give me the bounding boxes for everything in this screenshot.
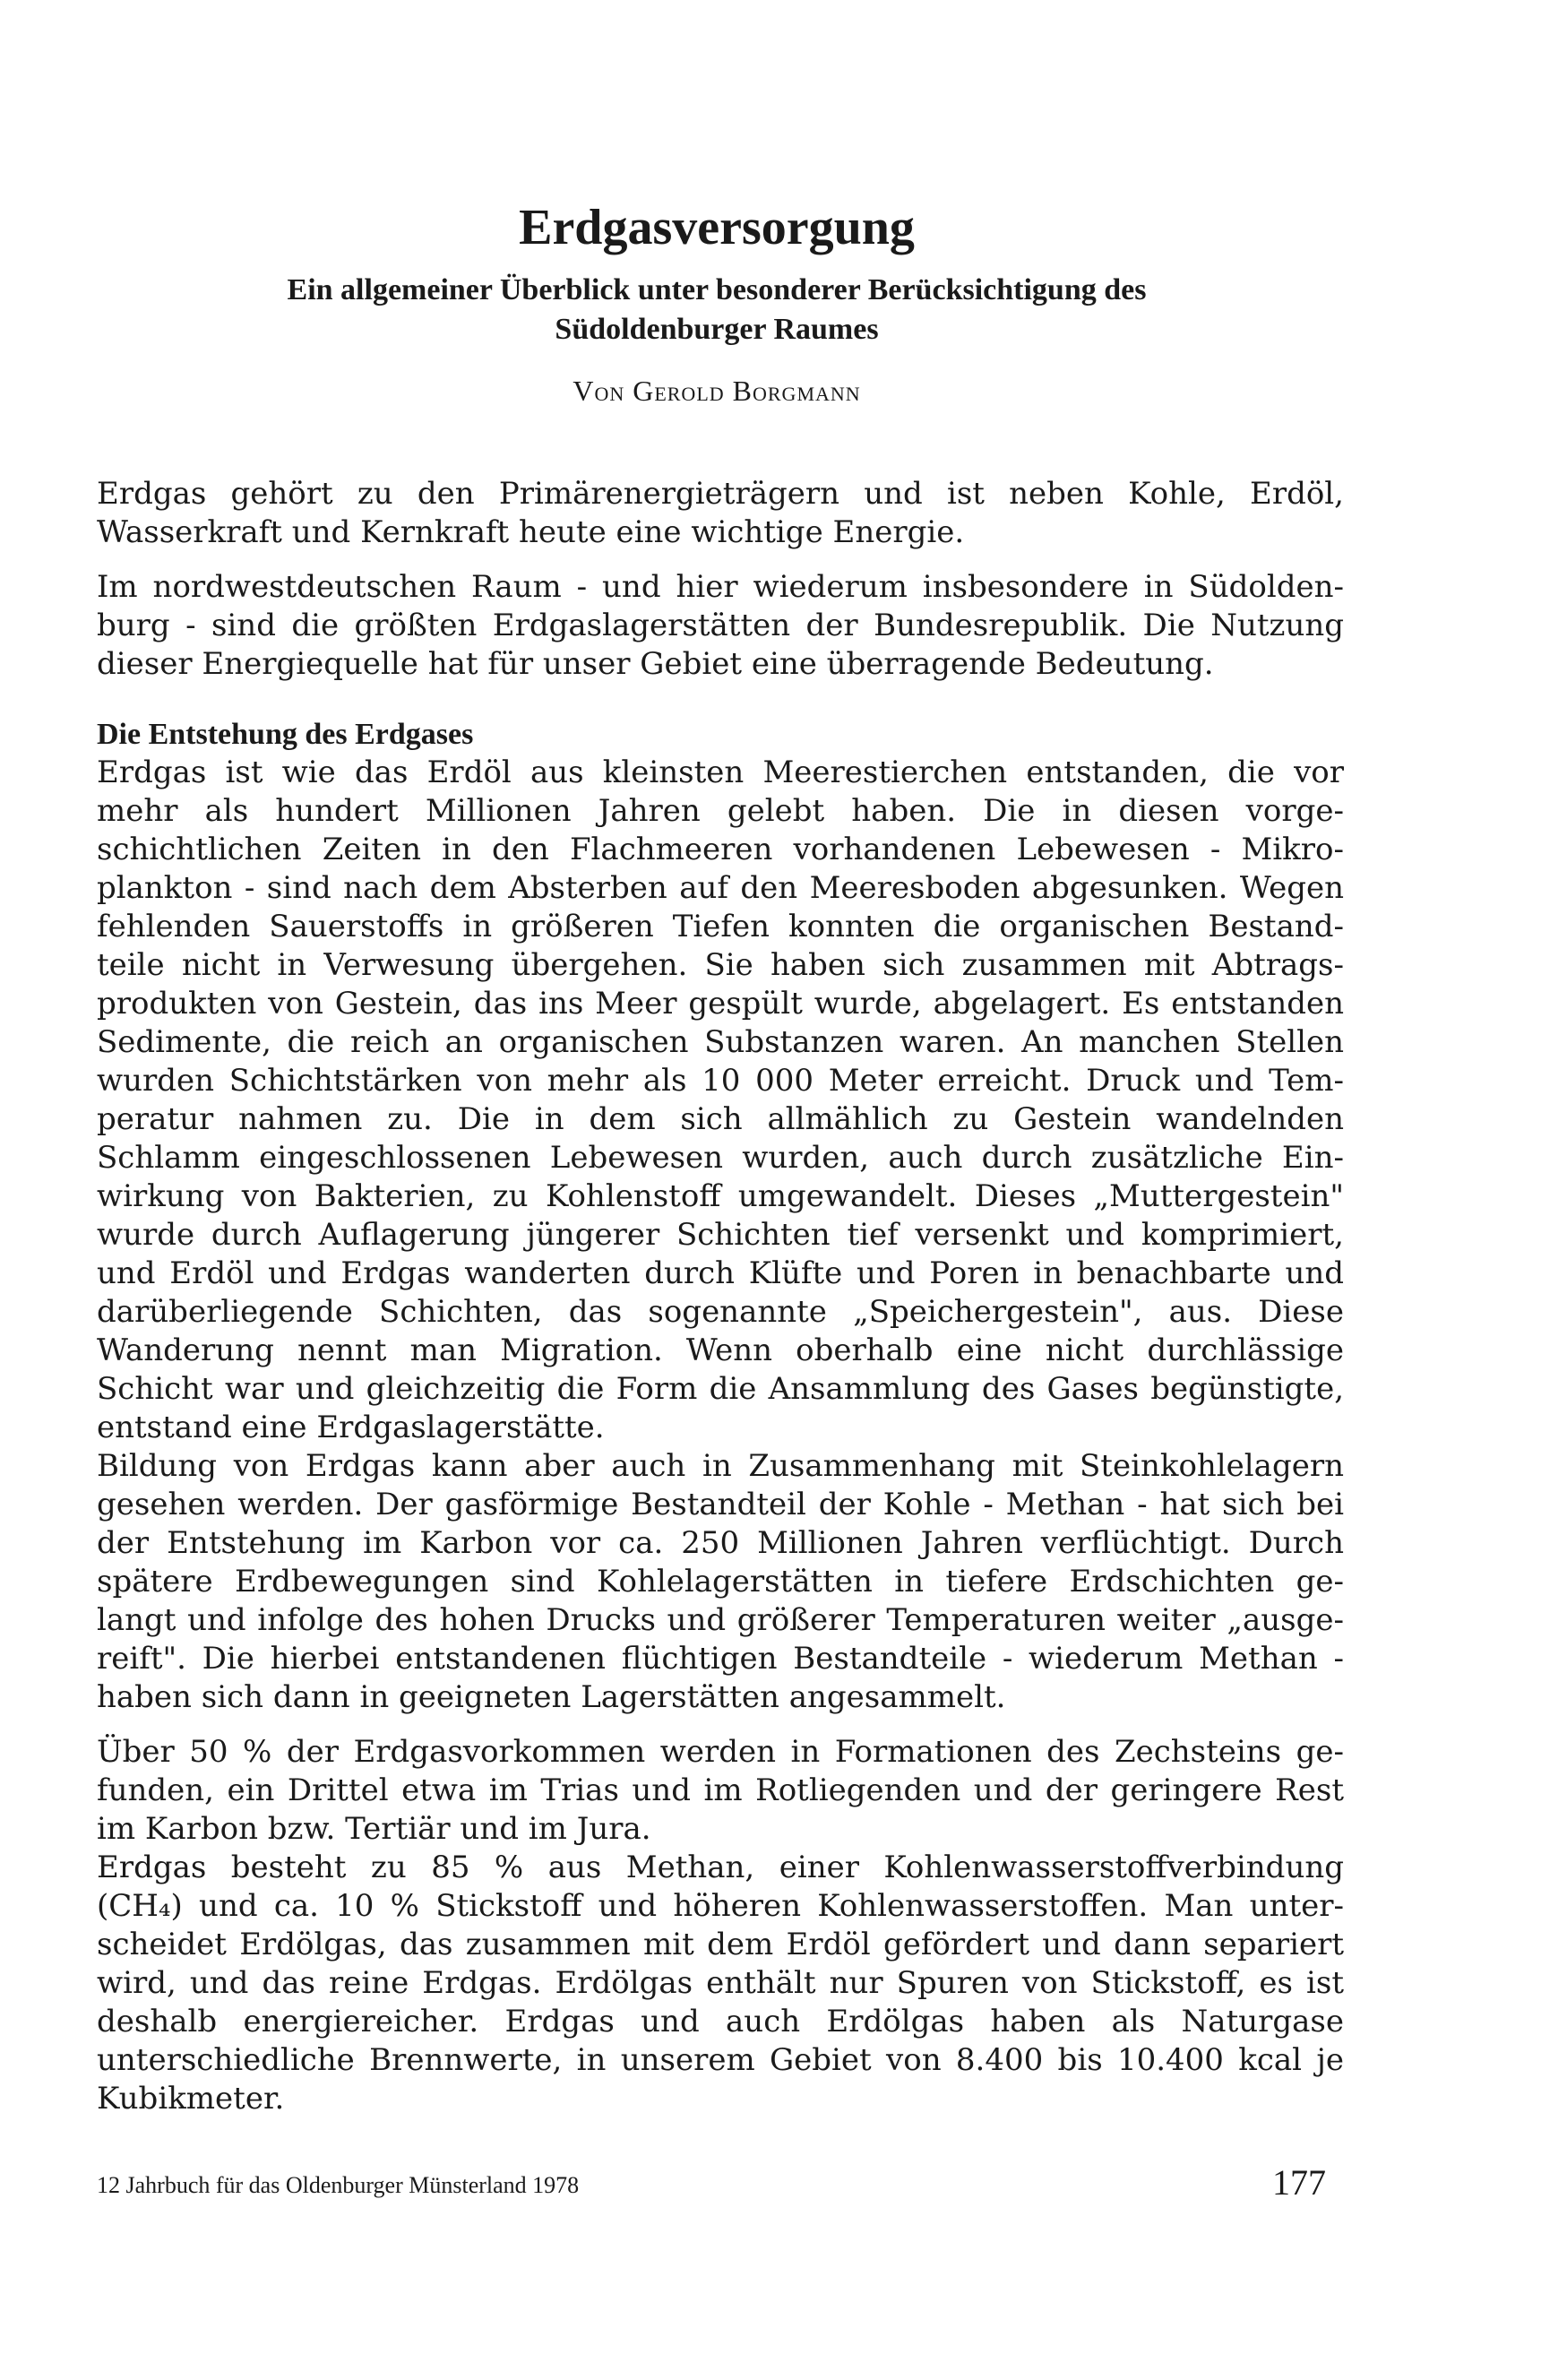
text-line: gesehen werden. Der gasförmige Bestandteil der Kohle - Methan - hat sich bei (97, 1487, 1344, 1522)
text-line: Bildung von Erdgas kann aber auch in Zusammenhang mit Steinkohlelagern (97, 1448, 1344, 1484)
text-line: produkten von Gestein, das ins Meer gespült wurde, abgelagert. Es entstanden (97, 986, 1344, 1022)
text-line: und Erdöl und Erdgas wanderten durch Klüfte und Poren in benachbarte und (97, 1255, 1344, 1291)
text-line: fehlenden Sauerstoffs in größeren Tiefen konnten die organischen Bestand- (97, 909, 1344, 944)
text-line: Über 50 % der Erdgasvorkommen werden in Formationen des Zechsteins ge- (97, 1734, 1344, 1770)
text-line: langt und infolge des hohen Drucks und größerer Temperaturen weiter „ausge- (97, 1602, 1344, 1638)
article-author: Von Gerold Borgmann (572, 375, 861, 407)
text-line: (CH₄) und ca. 10 % Stickstoff und höheren Kohlenwasserstoffen. Man unter- (97, 1888, 1344, 1924)
text-line: wurde durch Auflagerung jüngerer Schichten tief versenkt und komprimiert, (97, 1217, 1344, 1253)
paragraph-3 (97, 754, 1344, 1447)
paragraph-6 (97, 1849, 1344, 2118)
footer-journal: 12 Jahrbuch für das Oldenburger Münsterland 1978 (97, 2172, 580, 2198)
paragraph-1 (97, 475, 1344, 552)
text-line: wurden Schichtstärken von mehr als 10 000 Meter erreicht. Druck und Tem- (97, 1063, 1344, 1099)
text-line: Wasserkraft und Kernkraft heute eine wichtige Energie. (97, 514, 965, 550)
text-line: im Karbon bzw. Tertiär und im Jura. (97, 1811, 651, 1847)
article-title: Erdgasversorgung (519, 200, 915, 255)
paragraph-4 (97, 1447, 1344, 1717)
text-line: Kubikmeter. (97, 2081, 285, 2117)
text-line: plankton - sind nach dem Absterben auf den Meeresboden abgesunken. Wegen (97, 870, 1344, 906)
text-line: funden, ein Drittel etwa im Trias und im Rotliegenden und der geringere Rest (97, 1772, 1344, 1808)
text-line: wird, und das reine Erdgas. Erdölgas enthält nur Spuren von Stickstoff, es ist (97, 1965, 1344, 2001)
text-line: Schicht war und gleichzeitig die Form die Ansammlung des Gases begünstigte, (97, 1371, 1344, 1407)
text-line: peratur nahmen zu. Die in dem sich allmählich zu Gestein wandelnden (97, 1101, 1344, 1137)
text-line: darüberliegende Schichten, das sogenannte „Speichergestein", aus. Diese (97, 1294, 1344, 1330)
text-line: haben sich dann in geeigneten Lagerstätten angesammelt. (97, 1679, 1006, 1715)
section-heading: Die Entstehung des Erdgases (97, 718, 474, 751)
text-line: Im nordwestdeutschen Raum - und hier wiederum insbesondere in Südolden- (97, 569, 1344, 605)
text-line: reift". Die hierbei entstandenen flüchtigen Bestandteile - wiederum Methan - (97, 1641, 1344, 1677)
paragraph-5 (97, 1733, 1344, 1849)
text-line: Erdgas ist wie das Erdöl aus kleinsten Meerestierchen entstanden, die vor (97, 755, 1344, 790)
subtitle-line-2: Südoldenburger Raumes (555, 313, 879, 346)
text-line: teile nicht in Verwesung übergehen. Sie haben sich zusammen mit Abtrags- (97, 947, 1344, 983)
text-line: mehr als hundert Millionen Jahren gelebt haben. Die in diesen vorge- (97, 793, 1344, 829)
text-line: Sedimente, die reich an organischen Substanzen waren. An manchen Stellen (97, 1024, 1344, 1060)
article-subtitle (0, 271, 1433, 349)
text-line: spätere Erdbewegungen sind Kohlelagerstätten in tiefere Erdschichten ge- (97, 1564, 1344, 1600)
page-number: 177 (1272, 2162, 1326, 2203)
text-line: wirkung von Bakterien, zu Kohlenstoff umgewandelt. Dieses „Muttergestein" (97, 1178, 1344, 1214)
text-line: der Entstehung im Karbon vor ca. 250 Millionen Jahren verflüchtigt. Durch (97, 1525, 1344, 1561)
text-line: dieser Energiequelle hat für unser Gebiet eine überragende Bedeutung. (97, 646, 1214, 682)
text-line: Wanderung nennt man Migration. Wenn oberhalb eine nicht durchlässige (97, 1332, 1344, 1368)
paragraph-2 (97, 568, 1344, 684)
text-line: unterschiedliche Brennwerte, in unserem Gebiet von 8.400 bis 10.400 kcal je (97, 2042, 1344, 2078)
text-line: scheidet Erdölgas, das zusammen mit dem Erdöl gefördert und dann separiert (97, 1927, 1344, 1962)
article-body (97, 475, 1344, 2118)
text-line: Erdgas gehört zu den Primärenergieträgern und ist neben Kohle, Erdöl, (97, 476, 1344, 512)
text-line: Erdgas besteht zu 85 % aus Methan, einer Kohlenwasserstoffverbindung (97, 1850, 1344, 1885)
text-line: burg - sind die größten Erdgaslagerstätten der Bundesrepublik. Die Nutzung (97, 608, 1344, 643)
text-line: schichtlichen Zeiten in den Flachmeeren vorhandenen Lebewesen - Mikro- (97, 832, 1344, 867)
text-line: Schlamm eingeschlossenen Lebewesen wurden, auch durch zusätzliche Ein- (97, 1140, 1344, 1176)
text-line: entstand eine Erdgaslagerstätte. (97, 1410, 605, 1445)
subtitle-line-1: Ein allgemeiner Überblick unter besonderer Berücksichtigung des (287, 273, 1147, 306)
text-line: deshalb energiereicher. Erdgas und auch Erdölgas haben als Naturgase (97, 2004, 1344, 2039)
